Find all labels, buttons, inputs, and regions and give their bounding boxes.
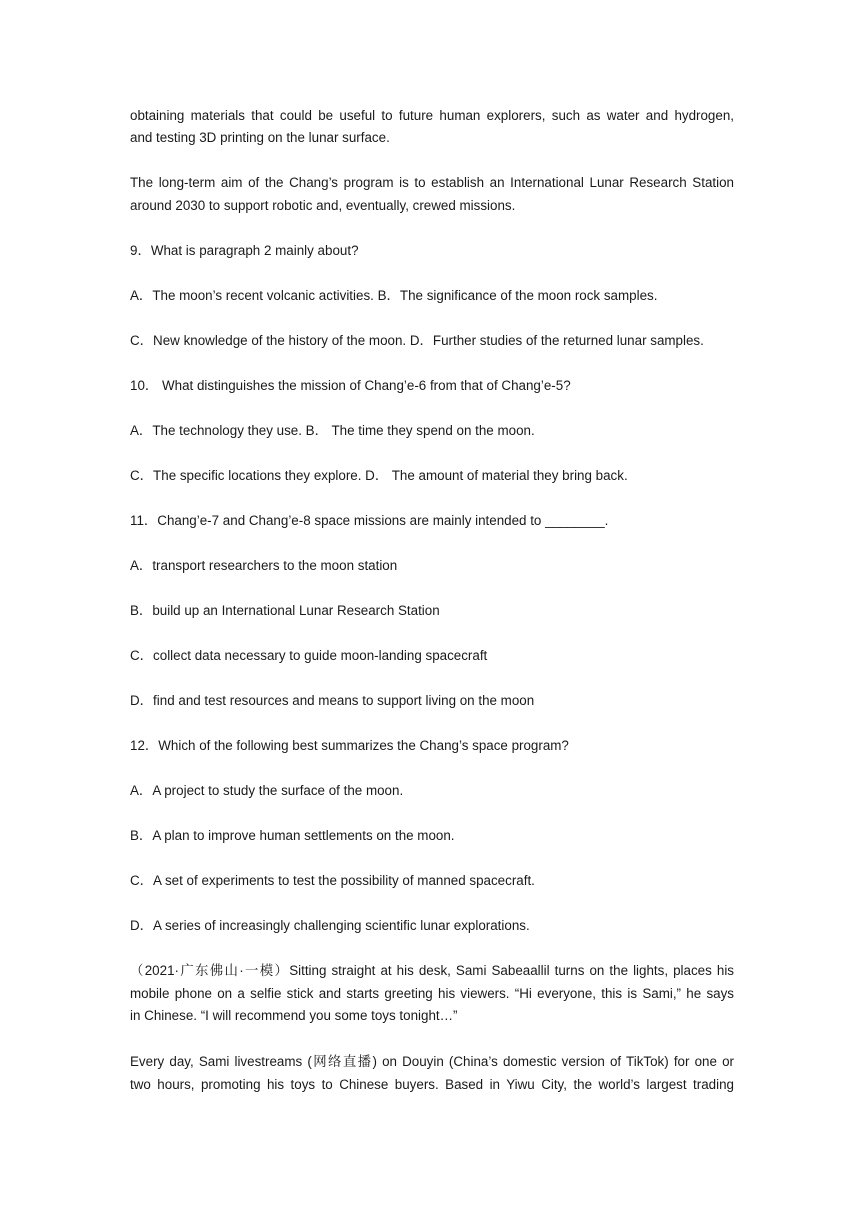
paragraph-line: in Chinese. “I will recommend you some toys tonight…” bbox=[130, 1008, 458, 1023]
question-option: C．collect data necessary to guide moon-landing spacecraft bbox=[130, 648, 488, 663]
question-stem: 11．Chang’e-7 and Chang’e-8 space missions are mainly intended to ________. bbox=[130, 513, 609, 528]
question-option: B．build up an International Lunar Research Station bbox=[130, 603, 440, 618]
question-option: C．The specific locations they explore. D． The amount of material they bring back. bbox=[130, 468, 628, 483]
paragraph-line: （2021·广东佛山·一模）Sitting straight at his desk, Sami Sabeaallil turns on the lights, places his bbox=[130, 963, 734, 978]
question-option: A．transport researchers to the moon station bbox=[130, 558, 398, 573]
question-option: A．A project to study the surface of the moon. bbox=[130, 783, 404, 798]
question-option: C．A set of experiments to test the possibility of manned spacecraft. bbox=[130, 873, 535, 888]
paragraph-line: two hours, promoting his toys to Chinese buyers. Based in Yiwu City, the world’s largest trading bbox=[130, 1077, 734, 1092]
question-option: A．The moon’s recent volcanic activities. B．The significance of the moon rock samples. bbox=[130, 288, 658, 303]
question-option: A．The technology they use. B． The time they spend on the moon. bbox=[130, 423, 535, 438]
paragraph-line: mobile phone on a selfie stick and starts greeting his viewers. “Hi everyone, this is Sami,” he says bbox=[130, 986, 734, 1001]
paragraph-line: The long-term aim of the Chang’s program is to establish an International Lunar Research Station bbox=[130, 175, 734, 190]
question-stem: 12．Which of the following best summarizes the Chang’s space program? bbox=[130, 738, 569, 753]
question-option: B．A plan to improve human settlements on the moon. bbox=[130, 828, 455, 843]
question-stem: 10． What distinguishes the mission of Chang’e-6 from that of Chang’e-5? bbox=[130, 378, 571, 393]
paragraph-line: Every day, Sami livestreams (网络直播) on Douyin (China’s domestic version of TikTok) for one or bbox=[130, 1054, 734, 1069]
paragraph-line: and testing 3D printing on the lunar surface. bbox=[130, 130, 390, 145]
paragraph-line: around 2030 to support robotic and, eventually, crewed missions. bbox=[130, 198, 516, 213]
question-stem: 9．What is paragraph 2 mainly about? bbox=[130, 243, 359, 258]
question-option: C．New knowledge of the history of the moon. D．Further studies of the returned lunar samples. bbox=[130, 333, 704, 348]
question-option: D．A series of increasingly challenging scientific lunar explorations. bbox=[130, 918, 530, 933]
question-option: D．find and test resources and means to support living on the moon bbox=[130, 693, 535, 708]
paragraph-line: obtaining materials that could be useful to future human explorers, such as water and hydrogen, bbox=[130, 108, 734, 123]
